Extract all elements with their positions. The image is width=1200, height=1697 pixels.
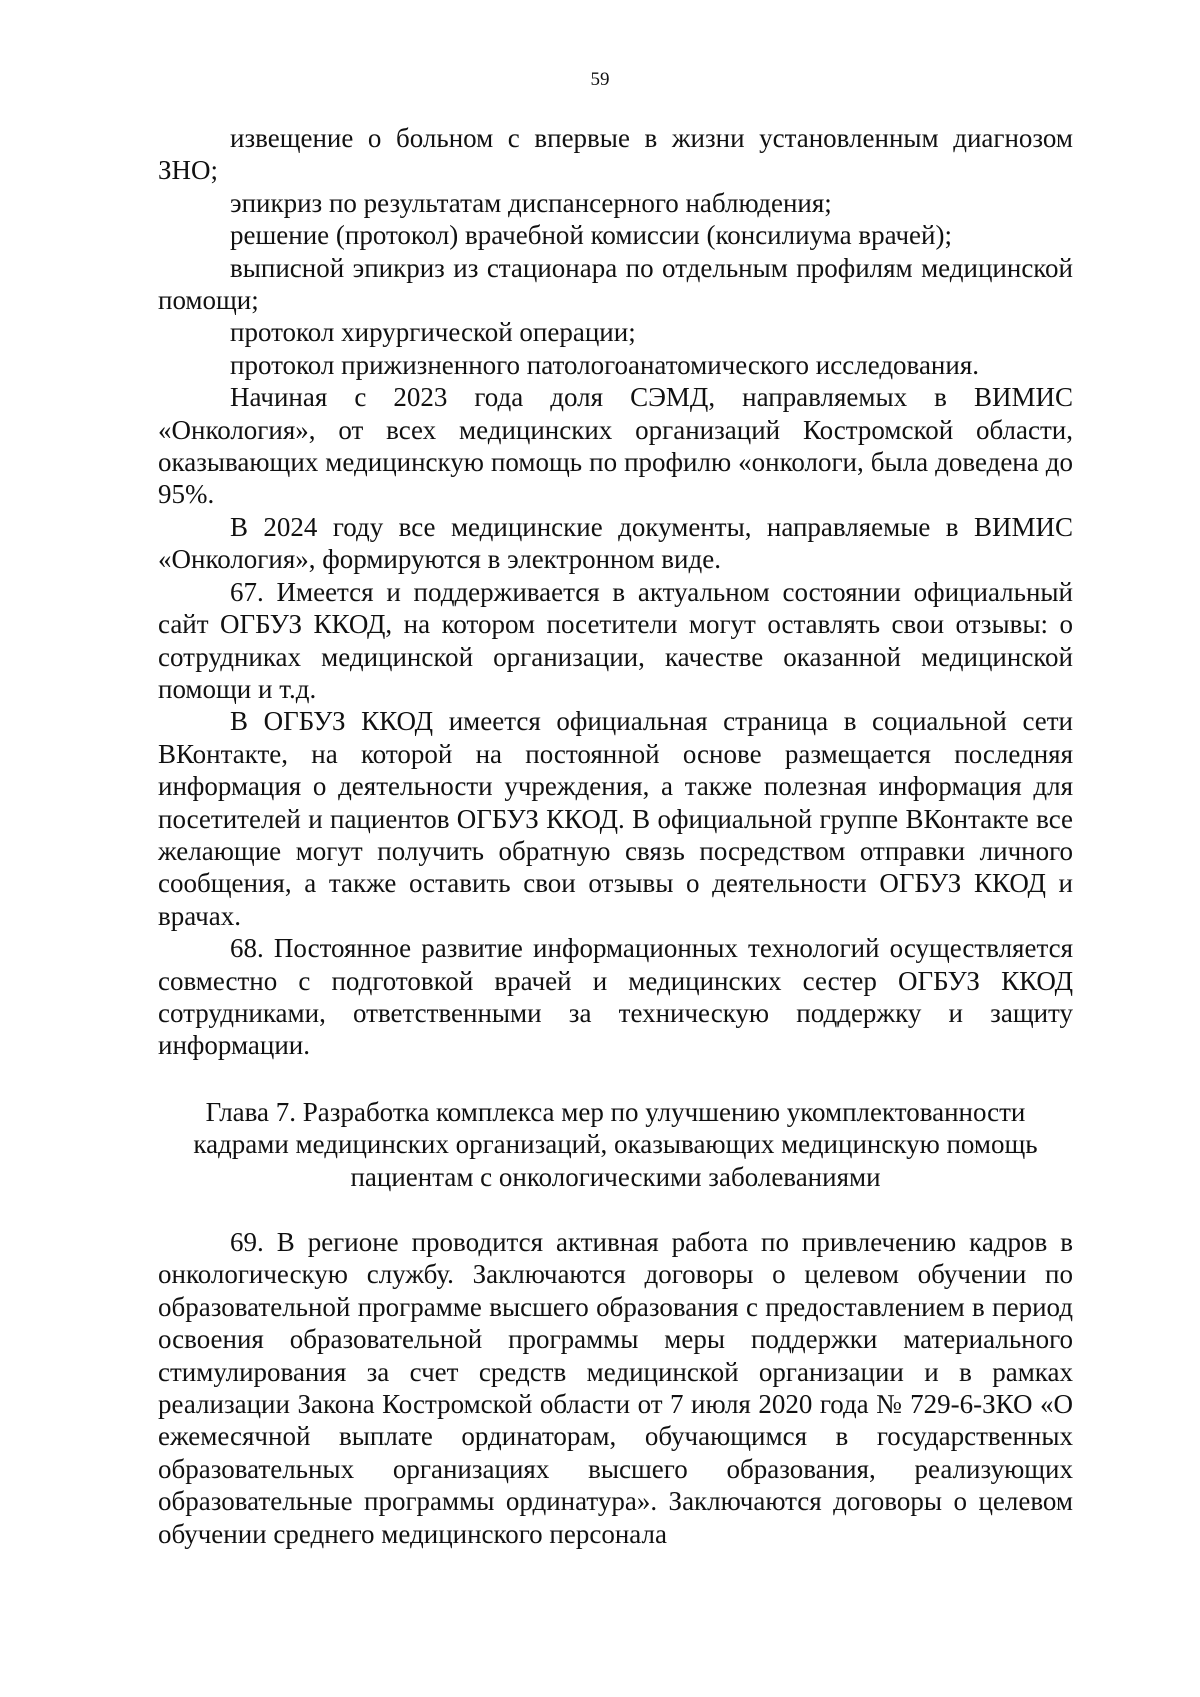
page-number: 59 (590, 69, 610, 90)
paragraph: протокол хирургической операции; (230, 317, 636, 348)
paragraph: 68. Постоянное развитие информационных технологий осуществляется совместно с подготовкой врачей и медицинских сестер ОГБУЗ ККОД сотрудниками, ответственными за техническую поддержку и защиту информации. (158, 933, 1073, 1061)
paragraph: В 2024 году все медицинские документы, направляемые в ВИМИС «Онкология», формируются в электронном виде. (158, 511, 1073, 575)
paragraph: 69. В регионе проводится активная работа по привлечению кадров в онкологическую службу. Заключаются договоры о целевом обучении по образовательной программе высшего образования с предоставлением в период освоения образовательной программы меры поддержки материального стимулирования за счет средств медицинской организации и в рамках реализации Закона Костромской области от 7 июля 2020 года № 729-6-ЗКО «О ежемесячной выплате ординаторам, обучающимся в государственных образовательных организациях высшего образования, реализующих образовательные программы ординатура». Заключаются договоры о целевом обучении среднего медицинского персонала (158, 1227, 1073, 1549)
paragraph: протокол прижизненного патологоанатомического исследования. (230, 349, 979, 380)
paragraph: решение (протокол) врачебной комиссии (консилиума врачей); (230, 220, 952, 251)
paragraph: Начиная с 2023 года доля СЭМД, направляемых в ВИМИС «Онкология», от всех медицинских организаций Костромской области, оказывающих медицинскую помощь по профилю «онкологи, была доведена до 95%. (158, 382, 1073, 510)
paragraph: извещение о больном с впервые в жизни установленным диагнозом ЗНО; (158, 123, 1073, 186)
document-body (158, 122, 1073, 1550)
paragraph: эпикриз по результатам диспансерного наблюдения; (230, 187, 832, 218)
paragraph: 67. Имеется и поддерживается в актуальном состоянии официальный сайт ОГБУЗ ККОД, на котором посетители могут оставлять свои отзывы: о сотрудниках медицинской организации, качестве оказанной медицинской помощи и т.д. (158, 576, 1073, 704)
paragraph: В ОГБУЗ ККОД имеется официальная страница в социальной сети ВКонтакте, на которой на постоянной основе размещается последняя информация о деятельности учреждения, а также полезная информация для посетителей и пациентов ОГБУЗ ККОД. В официальной группе ВКонтакте все желающие могут получить обратную связь посредством отправки личного сообщения, а также оставить свои отзывы о деятельности ОГБУЗ ККОД и врачах. (158, 706, 1073, 931)
chapter-heading (158, 1096, 1073, 1193)
paragraph: выписной эпикриз из стационара по отдельным профилям медицинской помощи; (158, 252, 1073, 316)
chapter-heading-line: Глава 7. Разработка комплекса мер по улучшению укомплектованности (205, 1096, 1026, 1127)
chapter-heading-line: кадрами медицинских организаций, оказывающих медицинскую помощь (193, 1129, 1038, 1160)
chapter-heading-line: пациентам с онкологическими заболеваниями (350, 1161, 881, 1192)
